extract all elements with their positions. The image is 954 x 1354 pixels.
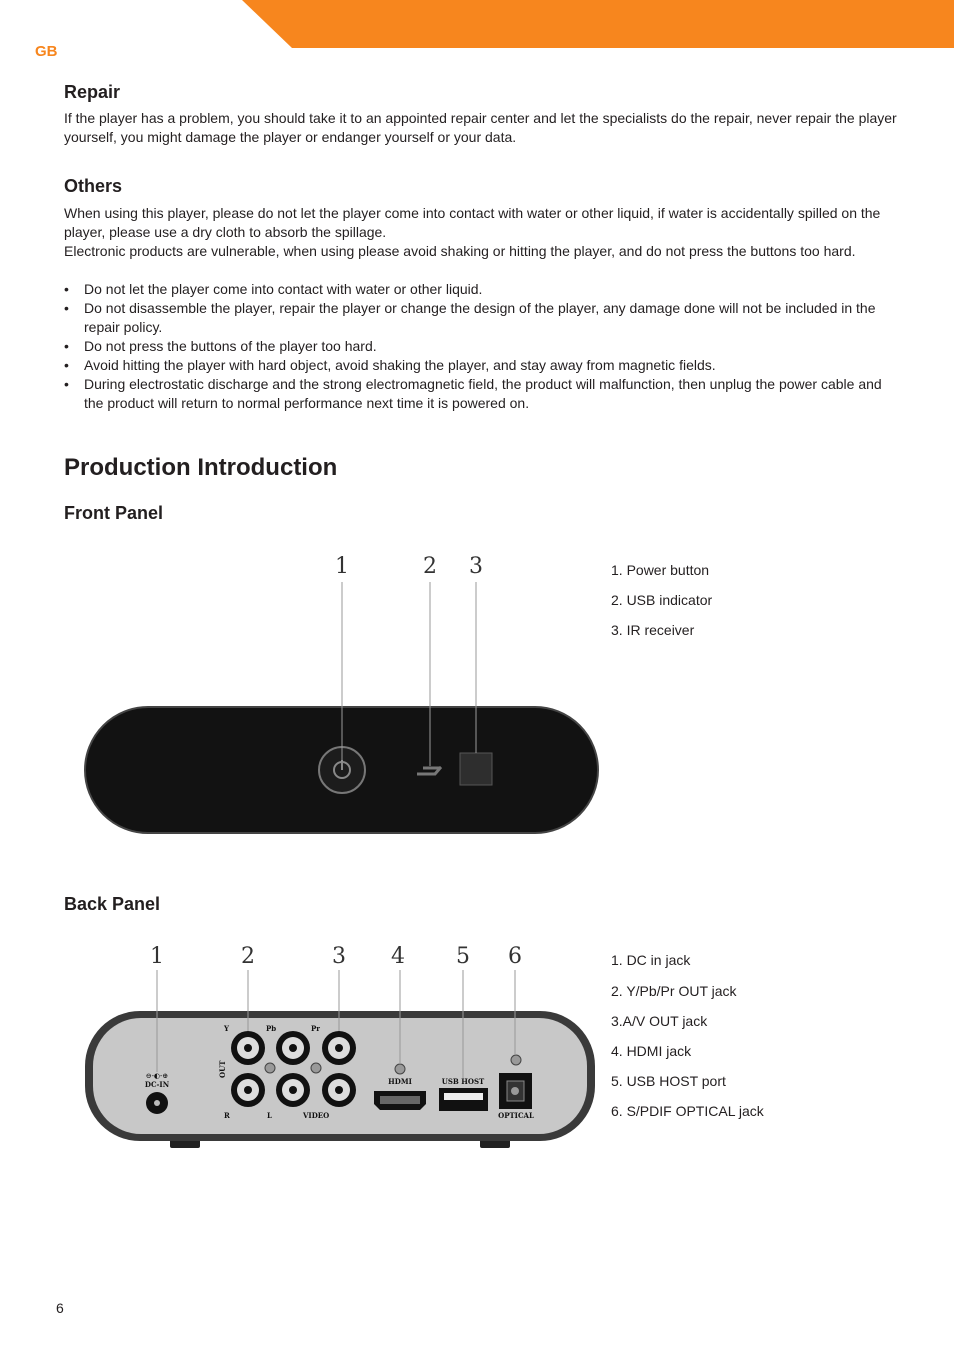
list-item bbox=[64, 280, 899, 299]
legend-item: 5. USB HOST port bbox=[611, 1073, 726, 1089]
svg-text:⊖-◐-⊕: ⊖-◐-⊕ bbox=[145, 1072, 169, 1080]
port-label-hdmi: HDMI bbox=[388, 1077, 412, 1086]
rca-jack-l-icon bbox=[276, 1073, 310, 1107]
callout-number: 3 bbox=[469, 554, 483, 579]
others-paragraph-1: When using this player, please do not let the player come into contact with water or other liquid, if water is accidentally spilled on the player, please use a dry cloth to absorb the spillage. bbox=[64, 205, 881, 240]
bullet-text: Do not press the buttons of the player too hard. bbox=[84, 338, 377, 354]
ir-receiver-window bbox=[460, 753, 492, 785]
callout-number: 1 bbox=[150, 944, 164, 969]
bullet-text: During electrostatic discharge and the strong electromagnetic field, the product will malfunction, then unplug the power cable and the product will return to normal performance next time it is powered on. bbox=[84, 376, 882, 411]
bullet-dot: • bbox=[64, 300, 69, 316]
back-panel-heading: Back Panel bbox=[64, 894, 161, 914]
screw-icon bbox=[265, 1063, 275, 1073]
callout-number: 3 bbox=[332, 944, 346, 969]
screw-icon bbox=[395, 1064, 405, 1074]
rca-jack-y-icon bbox=[231, 1031, 265, 1065]
callout-number: 5 bbox=[456, 944, 470, 969]
legend-item: 6. S/PDIF OPTICAL jack bbox=[611, 1103, 764, 1119]
front-panel-diagram bbox=[80, 548, 605, 838]
page-number: 6 bbox=[56, 1300, 64, 1316]
rca-jack-video-icon bbox=[322, 1073, 356, 1107]
legend-item: 2. USB indicator bbox=[611, 592, 713, 608]
port-label-video: VIDEO bbox=[303, 1111, 330, 1120]
rca-jack-pr-icon bbox=[322, 1031, 356, 1065]
bullet-text: Do not let the player come into contact with water or other liquid. bbox=[84, 281, 483, 297]
repair-text: If the player has a problem, you should take it to an appointed repair center and let the specialists do the repair, never repair the player yourself, you might damage the player or endanger yourself or your data. bbox=[64, 110, 897, 145]
rca-jack-r-icon bbox=[231, 1073, 265, 1107]
bullet-dot: • bbox=[64, 281, 69, 297]
callout-number: 4 bbox=[391, 944, 405, 969]
callout-number: 2 bbox=[241, 944, 255, 969]
port-label-l: L bbox=[267, 1111, 272, 1120]
screw-icon bbox=[511, 1055, 521, 1065]
back-panel-diagram bbox=[80, 938, 605, 1153]
list-item bbox=[64, 299, 899, 337]
legend-item: 1. Power button bbox=[611, 562, 710, 578]
legend-item: 3. IR receiver bbox=[611, 622, 695, 638]
legend-item: 3.A/V OUT jack bbox=[611, 1013, 708, 1029]
callout-number: 2 bbox=[423, 554, 437, 579]
others-paragraph-2: Electronic products are vulnerable, when using please avoid shaking or hitting the player, and do not press the buttons too hard. bbox=[64, 243, 856, 259]
bullet-dot: • bbox=[64, 338, 69, 354]
usb-host-port-icon bbox=[439, 1088, 488, 1111]
optical-jack-icon bbox=[499, 1073, 532, 1109]
header-orange-band bbox=[0, 0, 954, 50]
port-label-dc-in: DC-IN bbox=[144, 1080, 170, 1089]
repair-heading: Repair bbox=[64, 82, 121, 102]
bullet-text: Avoid hitting the player with hard object, avoid shaking the player, and stay away from magnetic fields. bbox=[84, 357, 716, 373]
language-tag: GB bbox=[35, 43, 58, 60]
port-label-pb: Pb bbox=[266, 1024, 277, 1033]
port-label-pr: Pr bbox=[311, 1024, 320, 1033]
front-panel-heading: Front Panel bbox=[64, 503, 164, 523]
screw-icon bbox=[311, 1063, 321, 1073]
others-heading: Others bbox=[64, 176, 123, 196]
bullet-text: Do not disassemble the player, repair the player or change the design of the player, any damage done will not be included in the repair policy. bbox=[84, 300, 876, 335]
port-label-y: Y bbox=[224, 1024, 229, 1033]
list-item bbox=[64, 375, 899, 413]
production-heading: Production Introduction bbox=[64, 454, 338, 481]
callout-number: 6 bbox=[508, 944, 522, 969]
legend-item: 1. DC in jack bbox=[611, 952, 691, 968]
bullet-dot: • bbox=[64, 376, 69, 392]
port-label-optical: OPTICAL bbox=[498, 1111, 534, 1120]
list-item bbox=[64, 337, 899, 356]
callout-number: 1 bbox=[335, 554, 349, 579]
legend-item: 4. HDMI jack bbox=[611, 1043, 692, 1059]
rca-jack-pb-icon bbox=[276, 1031, 310, 1065]
hdmi-port-icon bbox=[374, 1091, 426, 1110]
list-item bbox=[64, 356, 899, 375]
legend-item: 2. Y/Pb/Pr OUT jack bbox=[611, 983, 737, 999]
others-bullet-list bbox=[64, 280, 899, 413]
port-label-out: OUT bbox=[218, 1060, 227, 1078]
port-label-usb-host: USB HOST bbox=[441, 1077, 485, 1086]
port-label-r: R bbox=[224, 1111, 230, 1120]
bullet-dot: • bbox=[64, 357, 69, 373]
